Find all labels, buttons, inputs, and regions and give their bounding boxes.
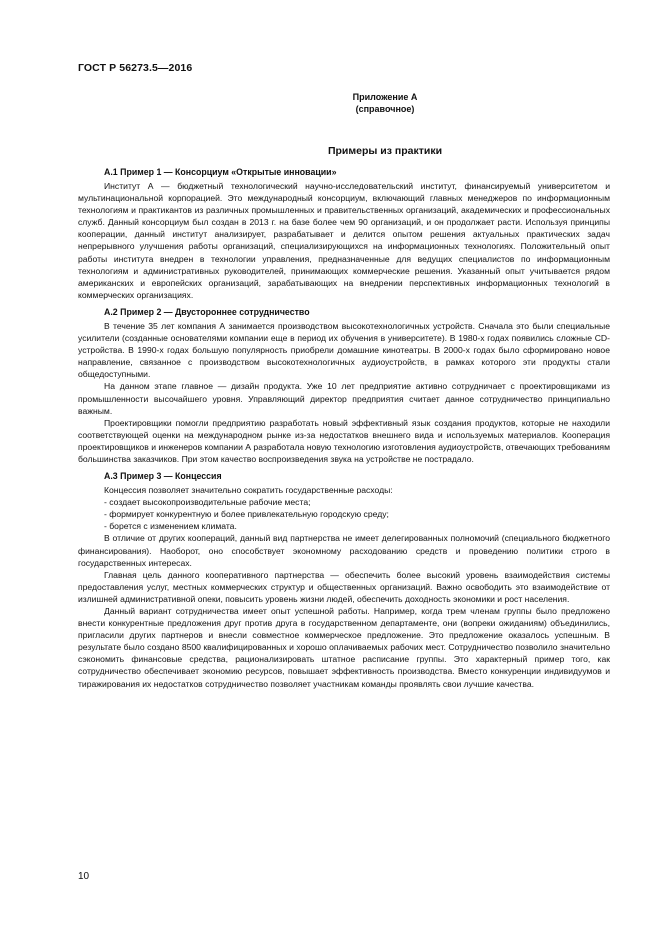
- section-heading-a2: А.2 Пример 2 — Двустороннее сотрудничество: [104, 306, 310, 317]
- paragraph: Концессия позволяет значительно сократить государственные расходы:: [104, 485, 393, 496]
- document-body: [78, 166, 610, 690]
- list-item: - формирует конкурентную и более привлекательную городскую среду;: [104, 509, 389, 520]
- paragraph: Главная цель данного кооперативного партнерства — обеспечить более высокий уровень взаимодействия системы предоставления услуг, местных коммерческих структур и общественных организаций. Важно освободить это взаимодействие от излишней административной опеки, повысить уровень жизни людей, обеспечить доходность экономики и рост населения.: [78, 569, 610, 604]
- page-number: 10: [78, 871, 90, 882]
- paragraph: Институт А — бюджетный технологический научно-исследовательский институт, финансируемый университетом и мультинациональной корпорацией. Это международный консорциум, включающий главных менеджеров по информационным технологиям и практикантов из различных промышленных и правительственных организаций, академических и профессиональных служб. Данный консорциум был создан в 2013 г. на базе более чем 90 организаций, и он продолжает расти. Используя принципы кооперации, данный институт анализирует, разрабатывает и делится опытом решения актуальных практических задач непрерывного улучшения работы организаций, специализирующихся на информационных технологиях. Положительный опыт работы института внедрен в технологии управления, предназначенные для ведущих специалистов по информационным технологиям и административных руководителей, принимающих коммерческие решения. Указанный опыт учитывается рядом американских и европейских организаций, зарабатывающих на внедрении перспективных информационных технологий в коммерческих организациях.: [78, 181, 610, 300]
- page-title: Примеры из практики: [327, 145, 443, 157]
- paragraph: На данном этапе главное — дизайн продукта. Уже 10 лет предприятие активно сотрудничает с проектировщиками из промышленности высочайшего уровня. Управляющий директор предприятия считает данное сотрудничество принципиально важным.: [78, 381, 610, 416]
- appendix-block: [220, 91, 550, 115]
- paragraph: Проектировщики помогли предприятию разработать новый эффективный язык создания продуктов, которые не находили соответствующей оценки на международном рынке из-за недостатков внешнего вида и используемых материалов. Кооперация проектировщиков и инженеров компании А разработала новую технологию изготовления аудиоустройств, отвечающих требованиям большинства заказчиков. При этом качество воспроизведения звука на устройстве не пострадало.: [78, 417, 610, 464]
- section-heading-a3: А.3 Пример 3 — Концессия: [104, 471, 222, 482]
- list-item: - борется с изменением климата.: [104, 521, 237, 532]
- paragraph: Данный вариант сотрудничества имеет опыт успешной работы. Например, когда трем членам группы было предложено внести конкурентные предложения друг против друга в государственном департаменте, они (вопреки ожиданиям) объединились, пригласили других партнеров и внесли совместное коммерческое предложение. Это предложение оказалось успешным. В результате было создано 8500 квалифицированных и хорошо оплачиваемых рабочих мест. Сотрудничество позволило значительно сэкономить финансовые средства, рационализировать штатное расписание группы. Это характерный пример того, как сотрудничество обеспечивает экономию ресурсов, повышает эффективность производства. Вместо конкуренции индивидуумов и тиражирования их недостатков сотрудничество позволяет участникам команды проявлять свои лучшие качества.: [78, 606, 610, 689]
- appendix-label: Приложение А: [352, 92, 418, 102]
- appendix-type: (справочное): [355, 104, 415, 114]
- paragraph: В течение 35 лет компания А занимается производством высокотехнологичных устройств. Сначала это были специальные усилители (созданные основателями компании еще в период их обучения в университете). В 1980-х годах появились сложные CD-устройства. В 1990-х годах большую популярность приобрели домашние кинотеатры. В 2000-х годах было сформировано новое направление, связанное с производством высокотехнологичных аудиоустройств, в рамках которого эти продукты стали общедоступными.: [78, 320, 610, 380]
- bullet-list: [78, 496, 610, 532]
- list-item: - создает высокопроизводительные рабочие места;: [104, 497, 311, 508]
- paragraph: В отличие от других коопераций, данный вид партнерства не имеет делегированных полномочий (специального бюджетного финансирования). Наоборот, оно способствует экономному расходованию средств и проведению политики строго в государственных интересах.: [78, 533, 610, 568]
- section-heading-a1: А.1 Пример 1 — Консорциум «Открытые инновации»: [104, 167, 337, 177]
- standard-header: ГОСТ Р 56273.5—2016: [78, 62, 193, 74]
